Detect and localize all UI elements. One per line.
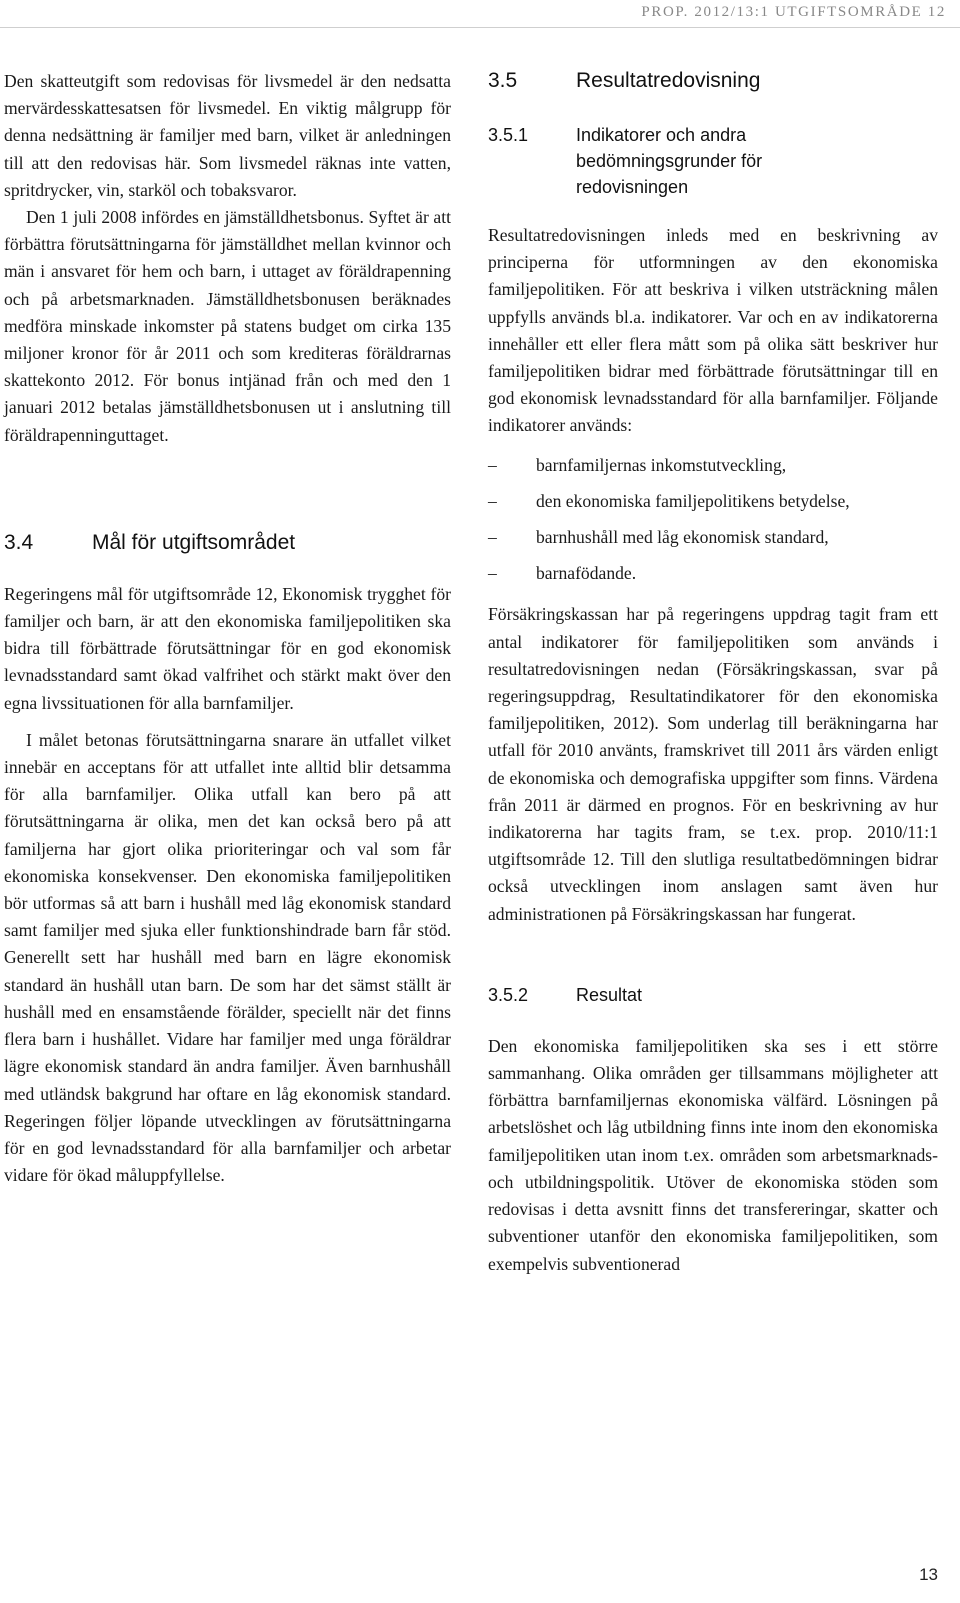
dash-bullet: – — [488, 527, 497, 548]
indicator-list — [488, 452, 938, 588]
running-title: PROP. 2012/13:1 UTGIFTSOMRÅDE 12 — [641, 4, 946, 20]
paragraph-jamstalldhetsbonus: Den 1 juli 2008 infördes en jämställdhetsbonus. Syftet är att förbättra förutsättningarna för jämställdhet mellan kvinnor och män i ansvaret för hem och barn, i uttaget av föräldrapenning och på arbetsmarknaden. Jämställdhetsbonusen beräknades medföra minskade inkomster på statens budget om cirka 135 miljoner kronor för år 2011 och som krediteras föräldrarnas skattekonto 2012. För bonus intjänad från och med den 1 januari 2012 betalas jämställdhetsbonusen ut i anslutning till föräldrapenninguttaget. — [4, 207, 451, 445]
section-number: 3.5 — [488, 69, 518, 92]
dash-bullet: – — [488, 563, 497, 584]
dash-bullet: – — [488, 490, 497, 511]
left-column — [4, 68, 451, 1189]
section-title: Indikatorer och andra bedömningsgrunder för redovisningen — [576, 125, 763, 197]
page-header — [0, 0, 960, 28]
right-column — [488, 68, 938, 1278]
section-heading-3-5 — [488, 68, 938, 94]
section-number: 3.5.1 — [488, 125, 529, 145]
paragraph-livsmedel: Den skatteutgift som redovisas för livsmedel är den nedsatta mervärdesskattesatsen för livsmedel. En viktig målgrupp för denna nedsättning är familjer med barn, vilket är anledningen till att den redovisas här. Som livsmedel räknas inte vatten, spritdrycker, vin, starköl och tobaksvaror. — [4, 71, 451, 200]
paragraph-malet-betonas: I målet betonas förutsättningarna snarare än utfallet vilket innebär en acceptans för att utfallet inte alltid blir detsamma för alla barnfamiljer. Olika utfall kan bero på att förutsättningarna är olika, men det kan också bero på att familjerna har gjort olika prioriteringar och val som får ekonomiska konsekvenser. Den ekonomiska familjepolitiken bör utformas så att barn i hushåll med låg ekonomisk standard samt familjer med sjuka eller funktionshindrade barn får stöd. Generellt sett har hushåll med barn en lägre ekonomisk standard än hushåll utan barn. De som har det sämst ställt är hushåll med en ensamstående förälder, speciellt när det finns flera barn i hushållet. Vidare har familjer med unga föräldrar lägre ekonomisk standard än andra familjer. Även barnhushåll med utländsk bakgrund har oftare en låg ekonomisk standard. Regeringen följer löpande utvecklingen av förutsättningarna för en god levnadsstandard för alla barnfamiljer och arbetar vidare för ökad måluppfyllelse. — [4, 729, 451, 1186]
section-heading-3-4 — [4, 530, 451, 556]
list-item: – barnafödande. — [488, 560, 938, 587]
section-title: Resultatredovisning — [576, 69, 761, 92]
section-title: Mål för utgiftsområdet — [92, 530, 296, 554]
list-item: – barnhushåll med låg ekonomisk standard, — [488, 524, 938, 551]
paragraph-forsakringskassan: Försäkringskassan har på regeringens uppdrag tagit fram ett antal indikatorer för familjepolitiken som används i resultatredovisningen nedan (Försäkringskassan, svar på regeringsuppdrag, Resultatindikatorer för den ekonomiska familjepolitiken, 2012). Som underlag till beräkningarna har utfall för 2010 använts, framskrivet till 2011 års värden enligt de ekonomiska och demografiska uppgifter som finns. Värdena från 2011 är därmed en prognos. För en beskrivning av hur indikatorerna har tagits fram, se t.ex. prop. 2010/11:1 utgiftsområde 12. Till den slutliga resultatbedömningen bidrar också utvecklingen inom anslagen samt även hur administrationen på Försäkringskassan har fungerat. — [488, 604, 938, 924]
section-number: 3.5.2 — [488, 984, 529, 1005]
dash-bullet: – — [488, 454, 497, 475]
section-title: Resultat — [576, 984, 643, 1005]
section-heading-3-5-2 — [488, 982, 938, 1008]
list-item: – barnfamiljernas inkomstutveckling, — [488, 452, 938, 479]
paragraph-resultatredovisningen: Resultatredovisningen inleds med en beskrivning av principerna för utformningen av den ekonomiska familjepolitiken. För att beskriva i vilken utsträckning målen uppfylls används bl.a. indikatorer. Var och en av indikatorerna innehåller ett eller flera mått som på olika sätt beskriver hur familjepolitiken bidrar med förbättrade förutsättningar till en god ekonomisk levnadsstandard för alla barnfamiljer. Följande indikatorer används: — [488, 225, 938, 436]
paragraph-resultat: Den ekonomiska familjepolitiken ska ses i ett större sammanhang. Olika områden ger tillsammans möjligheter att förbättra barnfamiljernas ekonomiska välfärd. Lösningen på arbetslöshet och låg utbildning finns inte inom den ekonomiska familjepolitiken utan inom t.ex. områden som arbetsmarknads- och utbildningspolitik. Utöver de ekonomiska stöden som redovisas i detta avsnitt finns det transfereringar, skatter och subventioner utanför den ekonomiska familjepolitiken, som exempelvis subventionerad — [488, 1035, 938, 1274]
paragraph-mal: Regeringens mål för utgiftsområde 12, Ekonomisk trygghet för familjer och barn, är att den ekonomiska familjepolitiken ska bidra till förbättrade förutsättningar för en god ekonomisk levnadsstandard samt ökad valfrihet och stärkt makt över den egna livssituationen för alla barnfamiljer. — [4, 583, 451, 713]
page-number: 13 — [919, 1565, 938, 1584]
section-number: 3.4 — [4, 530, 34, 554]
section-heading-3-5-1 — [488, 122, 938, 200]
list-item: – den ekonomiska familjepolitikens betydelse, — [488, 488, 938, 515]
